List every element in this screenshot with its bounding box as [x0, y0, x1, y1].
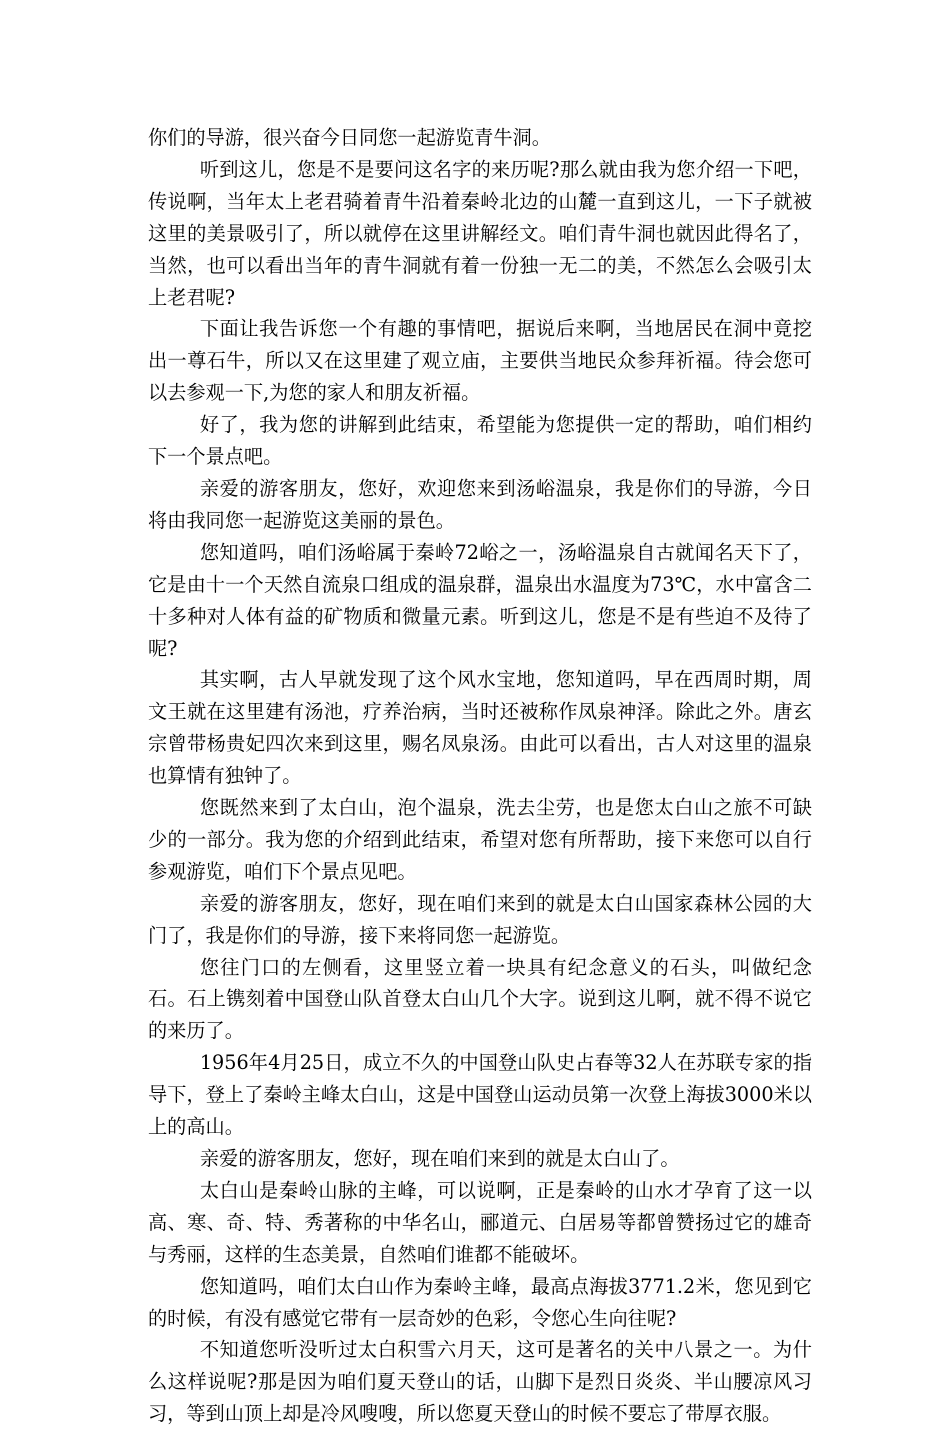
paragraph: 您知道吗，咱们汤峪属于秦岭72峪之一，汤峪温泉自古就闻名天下了，它是由十一个天然自流泉口组成的温泉群，温泉出水温度为73℃，水中富含二十多种对人体有益的矿物质和微量元素。听到这儿，您是不是有些迫不及待了呢?: [148, 540, 812, 660]
paragraph: 1956年4月25日，成立不久的中国登山队史占春等32人在苏联专家的指导下，登上了秦岭主峰太白山，这是中国登山运动员第一次登上海拔3000米以上的高山。: [148, 1051, 812, 1139]
paragraph: 亲爱的游客朋友，您好，现在咱们来到的就是太白山国家森林公园的大门了，我是你们的导游，接下来将同您一起游览。: [148, 891, 812, 947]
paragraph: 你们的导游，很兴奋今日同您一起游览青牛洞。: [148, 126, 551, 149]
paragraph: 您往门口的左侧看，这里竖立着一块具有纪念意义的石头，叫做纪念石。石上镌刻着中国登山队首登太白山几个大字。说到这儿啊，就不得不说它的来历了。: [148, 955, 812, 1043]
paragraph: 您知道吗，咱们太白山作为秦岭主峰，最高点海拔3771.2米，您见到它的时候，有没有感觉它带有一层奇妙的色彩，令您心生向往呢?: [148, 1274, 812, 1330]
paragraph: 不知道您听没听过太白积雪六月天，这可是著名的关中八景之一。为什么这样说呢?那是因为咱们夏天登山的话，山脚下是烈日炎炎、半山腰凉风习习，等到山顶上却是冷风嗖嗖，所以您夏天登山的时候不要忘了带厚衣服。: [148, 1338, 812, 1426]
paragraph: 太白山是秦岭山脉的主峰，可以说啊，正是秦岭的山水才孕育了这一以高、寒、奇、特、秀著称的中华名山，郦道元、白居易等都曾赞扬过它的雄奇与秀丽，这样的生态美景，自然咱们谁都不能破坏。: [148, 1178, 812, 1266]
paragraph: 下面让我告诉您一个有趣的事情吧，据说后来啊，当地居民在洞中竟挖出一尊石牛，所以又在这里建了观立庙，主要供当地民众参拜祈福。待会您可以去参观一下,为您的家人和朋友祈福。: [148, 317, 812, 405]
paragraph: 您既然来到了太白山，泡个温泉，洗去尘劳，也是您太白山之旅不可缺少的一部分。我为您的介绍到此结束，希望对您有所帮助，接下来您可以自行参观游览，咱们下个景点见吧。: [148, 796, 812, 883]
body-text: [148, 122, 812, 1430]
paragraph: 亲爱的游客朋友，您好，现在咱们来到的就是太白山了。: [199, 1147, 680, 1170]
paragraph: 其实啊，古人早就发现了这个风水宝地，您知道吗，早在西周时期，周文王就在这里建有汤池，疗养治病，当时还被称作凤泉神泽。除此之外。唐玄宗曾带杨贵妃四次来到这里，赐名凤泉汤。由此可以看出，古人对这里的温泉也算情有独钟了。: [148, 668, 812, 788]
paragraph: 听到这儿，您是不是要问这名字的来历呢?那么就由我为您介绍一下吧，传说啊，当年太上老君骑着青牛沿着秦岭北边的山麓一直到这儿，一下子就被这里的美景吸引了，所以就停在这里讲解经文。咱们青牛洞也就因此得名了，当然，也可以看出当年的青牛洞就有着一份独一无二的美，不然怎么会吸引太上老君呢?: [148, 157, 812, 309]
paragraph: 好了，我为您的讲解到此结束，希望能为您提供一定的帮助，咱们相约下一个景点吧。: [148, 413, 812, 469]
paragraph: 亲爱的游客朋友，您好，欢迎您来到汤峪温泉，我是你们的导游，今日将由我同您一起游览这美丽的景色。: [148, 476, 812, 532]
